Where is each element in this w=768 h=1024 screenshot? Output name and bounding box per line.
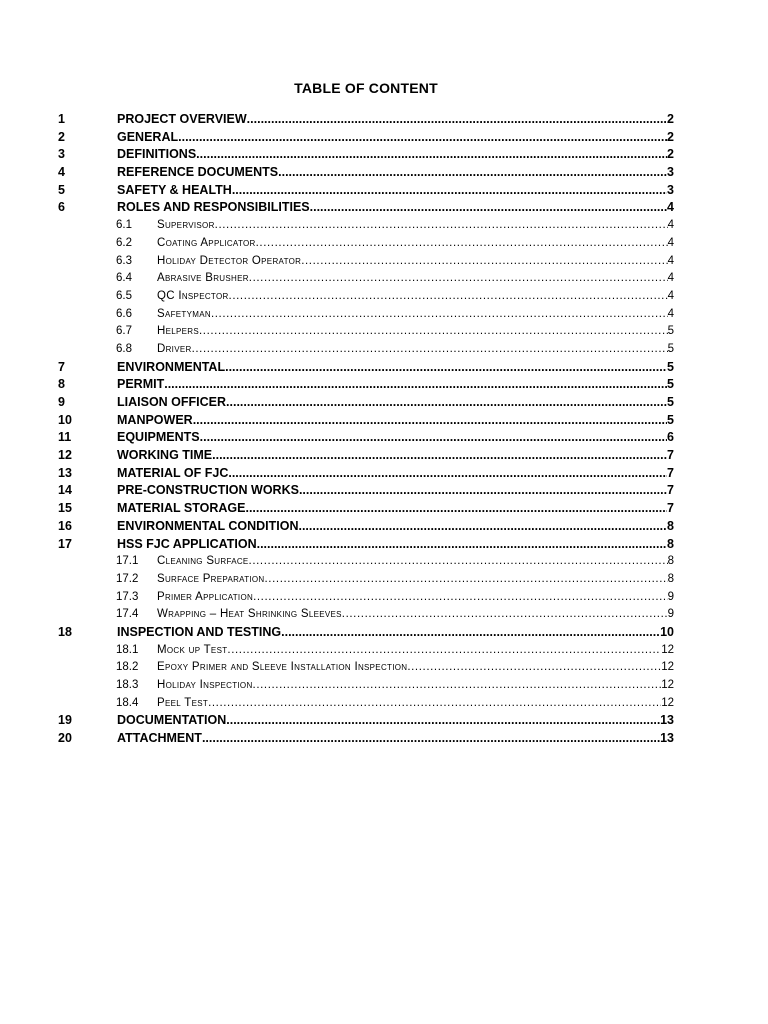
toc-dot-leader (200, 429, 667, 447)
toc-section-entry[interactable] (58, 730, 674, 748)
toc-dot-leader (253, 677, 662, 695)
toc-subsection-entry[interactable] (58, 571, 674, 589)
toc-subsection-entry[interactable] (58, 659, 674, 677)
toc-entry-page-number: 2 (667, 147, 674, 162)
toc-entry-title: MANPOWER (117, 412, 193, 427)
toc-dot-leader (265, 571, 668, 589)
toc-entry-number: 6.4 (116, 272, 132, 285)
toc-entry-number: 6.3 (116, 254, 132, 267)
toc-entry-title: ENVIRONMENTAL (117, 359, 226, 374)
toc-section-entry[interactable] (58, 465, 674, 483)
toc-entry-page-number: 12 (661, 661, 674, 674)
toc-entry-page-number: 8 (667, 555, 674, 568)
toc-section-entry[interactable] (58, 518, 674, 536)
toc-subsection-entry[interactable] (58, 606, 674, 624)
toc-entry-number: 6.8 (116, 342, 132, 355)
toc-entry-number: 13 (58, 465, 72, 480)
toc-entry-title: MATERIAL STORAGE (117, 501, 246, 516)
toc-dot-leader (407, 659, 661, 677)
toc-section-entry[interactable] (58, 500, 674, 518)
toc-entry-number: 6 (58, 200, 65, 215)
toc-entry-number: 12 (58, 448, 72, 463)
toc-entry-page-number: 8 (667, 536, 674, 551)
toc-entry-page-number: 5 (667, 377, 674, 392)
toc-entry-page-number: 8 (667, 572, 674, 585)
toc-entry-title: INSPECTION AND TESTING (117, 624, 282, 639)
toc-subsection-entry[interactable] (58, 217, 674, 235)
toc-entry-number: 18.4 (116, 696, 139, 709)
toc-section-entry[interactable] (58, 164, 674, 182)
toc-entry-title: ROLES AND RESPONSIBILITIES (117, 200, 310, 215)
toc-dot-leader (249, 553, 668, 571)
toc-dot-leader (229, 288, 668, 306)
toc-entry-page-number: 9 (667, 608, 674, 621)
toc-entry-page-number: 10 (660, 624, 674, 639)
toc-dot-leader (253, 589, 668, 607)
toc-entry-title: Cleaning Surface (157, 555, 249, 568)
toc-entry-page-number: 4 (667, 219, 674, 232)
toc-entry-number: 8 (58, 377, 65, 392)
toc-entry-number: 6.6 (116, 307, 132, 320)
toc-entry-title: Holiday Inspection (157, 679, 253, 691)
toc-entry-number: 5 (58, 182, 65, 197)
toc-entry-number: 1 (58, 112, 65, 126)
toc-entry-page-number: 7 (667, 501, 674, 516)
toc-entry-title: DOCUMENTATION (117, 713, 227, 728)
toc-entry-page-number: 6 (667, 430, 674, 445)
toc-dot-leader (228, 465, 667, 483)
toc-subsection-entry[interactable] (58, 341, 674, 359)
toc-entry-title: Peel Test (157, 696, 209, 709)
toc-entry-page-number: 7 (667, 448, 674, 463)
toc-entry-title: LIAISON OFFICER (117, 395, 227, 409)
toc-entry-title: WORKING TIME (117, 448, 213, 463)
toc-subsection-entry[interactable] (58, 695, 674, 713)
toc-entry-page-number: 4 (667, 289, 674, 302)
toc-entry-title: Wrapping – Heat Shrinking Sleeves (157, 608, 342, 621)
toc-entry-number: 6.2 (116, 236, 132, 249)
toc-entry-page-number: 2 (667, 112, 674, 126)
toc-entry-number: 6.5 (116, 289, 132, 302)
toc-subsection-entry[interactable] (58, 642, 674, 660)
toc-entry-page-number: 7 (667, 483, 674, 498)
toc-entry-page-number: 5 (667, 359, 674, 374)
toc-entry-title: REFERENCE DOCUMENTS (117, 165, 279, 180)
toc-entry-title: PROJECT OVERVIEW (117, 112, 247, 126)
toc-entry-title: GENERAL (117, 129, 179, 144)
toc-entry-number: 18.3 (116, 679, 139, 691)
toc-entry-number: 18.1 (116, 643, 139, 656)
toc-entry-number: 16 (58, 518, 72, 533)
toc-dot-leader (226, 394, 667, 412)
toc-entry-number: 17 (58, 536, 72, 551)
toc-entry-number: 17.4 (116, 608, 139, 621)
toc-dot-leader (199, 323, 668, 341)
toc-entry-number: 2 (58, 129, 65, 144)
toc-entry-page-number: 5 (667, 325, 674, 338)
toc-entry-title: HSS FJC APPLICATION (117, 536, 257, 551)
toc-dot-leader (215, 217, 668, 235)
table-of-contents (58, 111, 674, 748)
toc-entry-title: Helpers (157, 325, 199, 338)
toc-entry-title: Safetyman (157, 307, 211, 320)
toc-entry-title: SAFETY & HEALTH (117, 182, 232, 197)
toc-dot-leader (299, 482, 667, 500)
toc-dot-leader (249, 270, 668, 288)
toc-entry-number: 19 (58, 713, 72, 728)
toc-entry-page-number: 4 (667, 254, 674, 267)
toc-dot-leader (298, 518, 667, 536)
toc-dot-leader (196, 146, 667, 164)
toc-entry-title: Epoxy Primer and Sleeve Installation Inspection (157, 661, 408, 674)
toc-section-entry[interactable] (58, 447, 674, 465)
toc-section-entry[interactable] (58, 429, 674, 447)
toc-subsection-entry[interactable] (58, 270, 674, 288)
toc-section-entry[interactable] (58, 624, 674, 642)
toc-dot-leader (178, 129, 667, 147)
toc-section-entry[interactable] (58, 412, 674, 430)
toc-subsection-entry[interactable] (58, 323, 674, 341)
toc-entry-page-number: 5 (667, 342, 674, 355)
toc-dot-leader (164, 376, 667, 394)
toc-entry-page-number: 3 (667, 182, 674, 197)
toc-entry-title: MATERIAL OF FJC (117, 465, 229, 480)
toc-dot-leader (211, 306, 668, 324)
toc-entry-number: 20 (58, 731, 72, 746)
toc-entry-title: Holiday Detector Operator (157, 254, 302, 267)
toc-dot-leader (278, 164, 667, 182)
toc-entry-page-number: 12 (661, 679, 674, 691)
toc-entry-page-number: 2 (667, 129, 674, 144)
toc-entry-page-number: 12 (661, 696, 674, 709)
toc-dot-leader (225, 359, 667, 377)
toc-subsection-entry[interactable] (58, 253, 674, 271)
toc-dot-leader (342, 606, 668, 624)
toc-entry-title: QC Inspector (157, 289, 229, 302)
toc-entry-title: Abrasive Brusher (157, 272, 249, 285)
toc-section-entry[interactable] (58, 199, 674, 217)
toc-entry-number: 6.7 (116, 325, 132, 338)
toc-section-entry[interactable] (58, 359, 674, 377)
toc-dot-leader (208, 695, 661, 713)
toc-section-entry[interactable] (58, 129, 674, 147)
toc-entry-title: DEFINITIONS (117, 147, 197, 162)
toc-dot-leader (227, 642, 661, 660)
toc-entry-page-number: 4 (667, 236, 674, 249)
toc-dot-leader (232, 182, 667, 200)
toc-entry-title: Primer Application (157, 590, 254, 603)
toc-entry-number: 3 (58, 147, 65, 162)
toc-section-entry[interactable] (58, 182, 674, 200)
toc-entry-page-number: 5 (667, 395, 674, 409)
toc-dot-leader (202, 730, 660, 748)
toc-entry-title: PERMIT (117, 377, 165, 392)
toc-dot-leader (257, 536, 667, 554)
toc-dot-leader (193, 412, 667, 430)
toc-section-entry[interactable] (58, 482, 674, 500)
toc-entry-number: 9 (58, 395, 65, 409)
toc-subsection-entry[interactable] (58, 235, 674, 253)
toc-dot-leader (281, 624, 660, 642)
toc-subsection-entry[interactable] (58, 589, 674, 607)
toc-entry-title: EQUIPMENTS (117, 430, 200, 445)
toc-section-entry[interactable] (58, 712, 674, 730)
toc-entry-title: Coating Applicator (157, 236, 256, 249)
toc-entry-number: 10 (58, 412, 72, 427)
toc-entry-page-number: 4 (667, 200, 674, 215)
toc-entry-title: Driver (157, 342, 192, 355)
toc-entry-number: 17.1 (116, 555, 139, 568)
toc-entry-number: 7 (58, 359, 65, 374)
toc-entry-title: ENVIRONMENTAL CONDITION (117, 518, 299, 533)
toc-dot-leader (310, 199, 667, 217)
toc-entry-number: 18.2 (116, 661, 139, 674)
toc-subsection-entry[interactable] (58, 306, 674, 324)
toc-entry-page-number: 4 (667, 307, 674, 320)
toc-entry-title: ATTACHMENT (117, 731, 202, 746)
toc-subsection-entry[interactable] (58, 288, 674, 306)
toc-dot-leader (226, 712, 660, 730)
toc-entry-page-number: 13 (660, 731, 674, 746)
toc-entry-page-number: 8 (667, 518, 674, 533)
toc-heading: TABLE OF CONTENT (294, 80, 438, 96)
toc-dot-leader (212, 447, 667, 465)
toc-entry-number: 15 (58, 501, 72, 516)
toc-section-entry[interactable] (58, 376, 674, 394)
toc-entry-title: PRE-CONSTRUCTION WORKS (117, 483, 299, 498)
toc-subsection-entry[interactable] (58, 677, 674, 695)
toc-entry-number: 4 (58, 165, 65, 180)
toc-dot-leader (247, 111, 667, 129)
toc-dot-leader (192, 341, 668, 359)
toc-dot-leader (256, 235, 668, 253)
toc-entry-title: Mock up Test (157, 643, 228, 656)
toc-entry-number: 17.3 (116, 590, 139, 603)
toc-entry-title: Surface Preparation (157, 572, 265, 585)
toc-entry-page-number: 12 (661, 643, 674, 656)
toc-entry-number: 6.1 (116, 219, 132, 232)
toc-entry-page-number: 4 (667, 272, 674, 285)
toc-entry-page-number: 13 (660, 713, 674, 728)
toc-subsection-entry[interactable] (58, 553, 674, 571)
toc-entry-page-number: 5 (667, 412, 674, 427)
toc-entry-number: 14 (58, 483, 72, 498)
toc-entry-number: 18 (58, 624, 72, 639)
toc-section-entry[interactable] (58, 536, 674, 554)
toc-entry-title: Supervisor (157, 219, 215, 232)
toc-section-entry[interactable] (58, 111, 674, 129)
toc-section-entry[interactable] (58, 146, 674, 164)
toc-entry-page-number: 7 (667, 465, 674, 480)
toc-dot-leader (245, 500, 667, 518)
toc-entry-page-number: 3 (667, 165, 674, 180)
toc-entry-number: 17.2 (116, 572, 139, 585)
toc-section-entry[interactable] (58, 394, 674, 412)
toc-entry-number: 11 (58, 430, 72, 445)
toc-entry-page-number: 9 (667, 590, 674, 603)
toc-dot-leader (301, 253, 667, 271)
